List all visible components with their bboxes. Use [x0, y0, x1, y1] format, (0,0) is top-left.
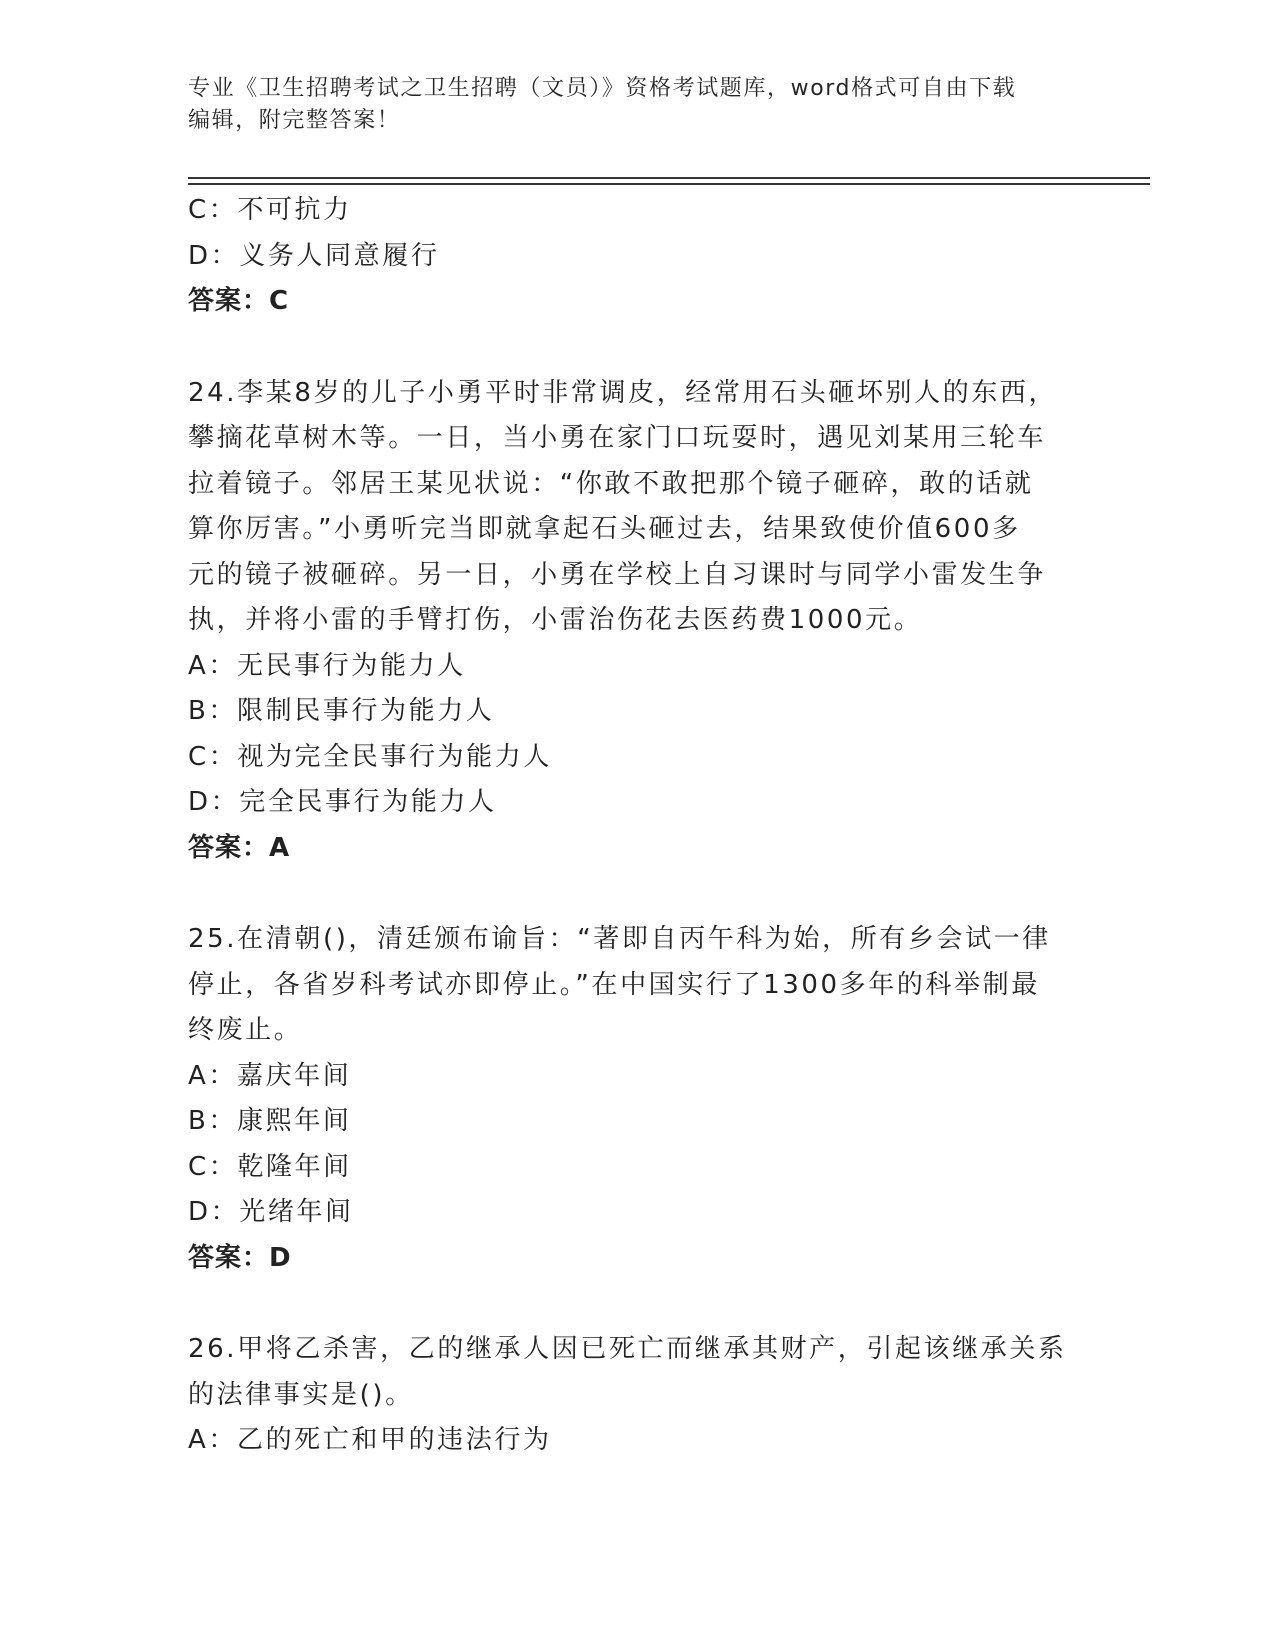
spacer [188, 871, 1088, 917]
q24-stem-line: 执，并将小雷的手臂打伤，小雷治伤花去医药费1000元。 [188, 605, 923, 635]
spacer [188, 1281, 1088, 1327]
q23-option-d: D：义务人同意履行 [188, 240, 440, 271]
header-line-2: 编辑，附完整答案！ [188, 108, 401, 133]
question-26 [188, 1327, 1088, 1464]
q25-stem-line: 停止，各省岁科考试亦即停止。”在中国实行了1300多年的科举制最 [188, 969, 1040, 1000]
q25-option-b: B：康熙年间 [188, 1106, 352, 1136]
q26-stem-line: 26.甲将乙杀害，乙的继承人因已死亡而继承其财产，引起该继承关系 [188, 1334, 1067, 1364]
header-line-1: 专业《卫生招聘考试之卫生招聘（文员）》资格考试题库，word格式可自由下载 [188, 76, 1017, 101]
question-25 [188, 917, 1088, 1281]
q24-answer: 答案：A [188, 832, 291, 863]
q24-stem-line: 24.李某8岁的儿子小勇平时非常调皮，经常用石头砸坏别人的东西， [188, 377, 1058, 408]
question-24 [188, 371, 1088, 872]
document-header [188, 73, 1088, 137]
question-content [188, 188, 1088, 1464]
q24-stem-line: 算你厉害。”小勇听完当即就拿起石头砸过去，结果致使价值600多 [188, 514, 1021, 544]
q25-option-d: D：光绪年间 [188, 1197, 354, 1227]
q25-stem-line: 终废止。 [188, 1015, 303, 1045]
q24-stem-line: 攀摘花草树木等。一日，当小勇在家门口玩耍时，遇见刘某用三轮车 [188, 423, 1047, 453]
q24-option-d: D：完全民事行为能力人 [188, 787, 497, 817]
q26-option-a: A：乙的死亡和甲的违法行为 [188, 1425, 552, 1455]
q24-option-a: A：无民事行为能力人 [188, 650, 466, 681]
q25-option-c: C：乾隆年间 [188, 1151, 352, 1182]
q23-answer: 答案：C [188, 286, 290, 316]
q26-stem-line: 的法律事实是()。 [188, 1379, 414, 1410]
q25-answer: 答案：D [188, 1242, 292, 1273]
q24-option-c: C：视为完全民事行为能力人 [188, 741, 552, 772]
q24-stem-line: 拉着镜子。邻居王某见状说：“你敢不敢把那个镜子砸碎，敢的话就 [188, 468, 1034, 499]
header-rule-bottom [188, 183, 1150, 185]
header-rule-top [188, 177, 1150, 179]
q25-stem-line: 25.在清朝()，清廷颁布谕旨：“著即自丙午科为始，所有乡会试一律 [188, 924, 1051, 954]
q23-option-c: C：不可抗力 [188, 195, 352, 225]
q24-option-b: B：限制民事行为能力人 [188, 696, 495, 726]
q25-option-a: A：嘉庆年间 [188, 1060, 352, 1091]
q24-stem-line: 元的镜子被砸碎。另一日，小勇在学校上自习课时与同学小雷发生争 [188, 559, 1047, 590]
question-23-tail [188, 188, 1088, 325]
spacer [188, 325, 1088, 371]
